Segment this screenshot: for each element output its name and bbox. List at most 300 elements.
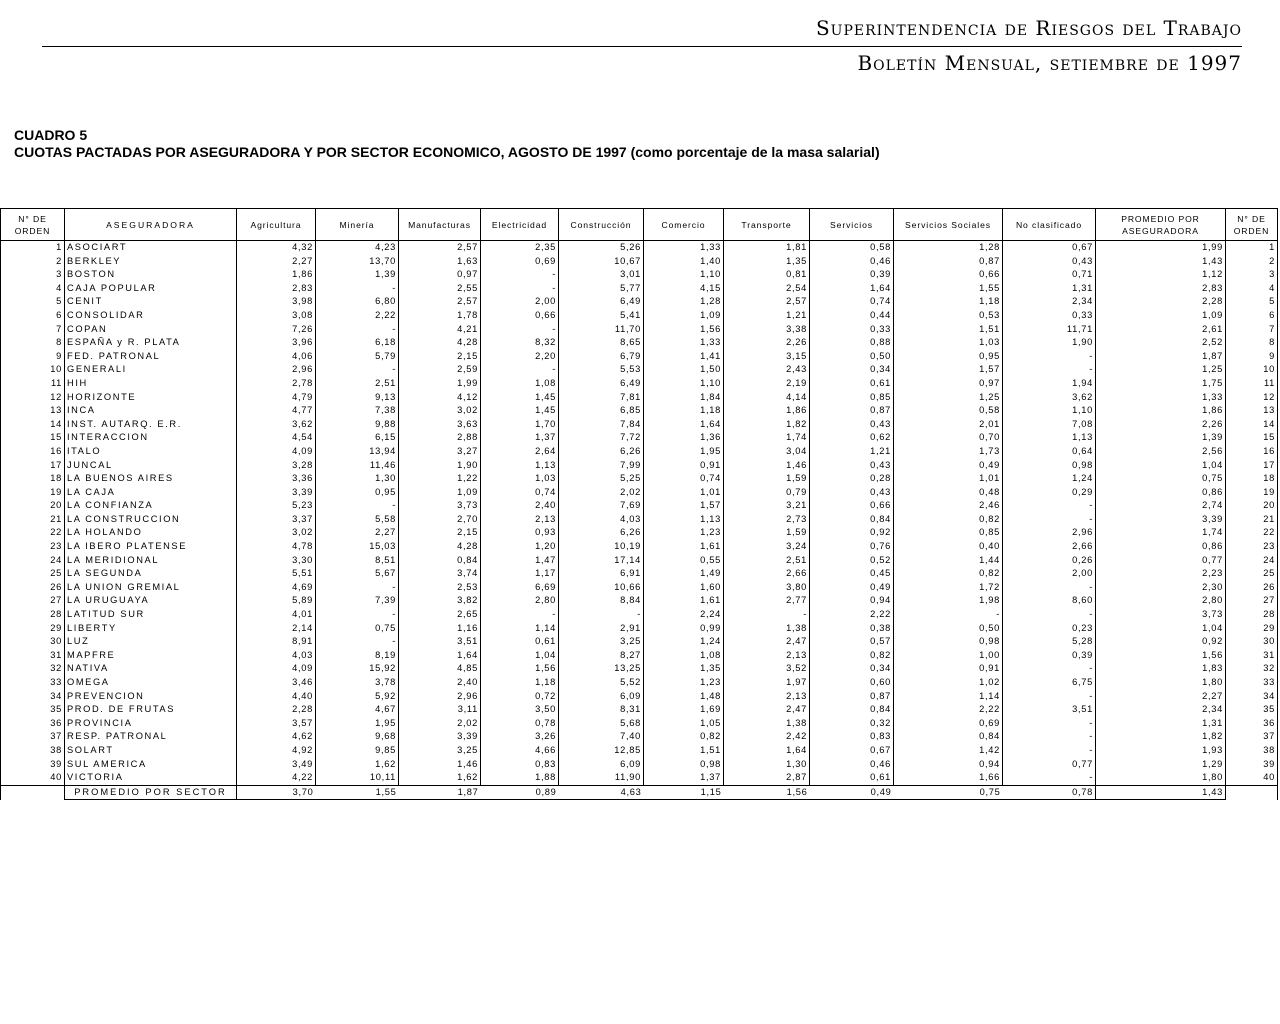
sector-quota: 13,70	[316, 255, 399, 269]
sector-quota: 3,36	[237, 472, 316, 486]
sector-quota: 2,66	[724, 567, 810, 581]
quotas-table	[0, 208, 1278, 800]
sector-quota: 1,46	[724, 459, 810, 473]
sector-quota: 0,77	[1003, 758, 1096, 772]
sector-quota: 10,11	[316, 771, 399, 785]
sector-quota: -	[481, 282, 559, 296]
sector-quota: 1,97	[724, 676, 810, 690]
order-number: 10	[1, 363, 65, 377]
sector-quota: 2,66	[1003, 540, 1096, 554]
sector-quota: 0,49	[894, 459, 1003, 473]
sector-quota: 0,46	[810, 255, 894, 269]
col-electricidad: Electricidad	[481, 209, 559, 241]
sector-quota: 2,00	[481, 295, 559, 309]
sector-quota: -	[1003, 513, 1096, 527]
insurer-average: 1,99	[1096, 241, 1226, 255]
sector-quota: 4,09	[237, 662, 316, 676]
sector-quota: -	[1003, 581, 1096, 595]
insurer-name: BERKLEY	[65, 255, 237, 269]
sector-quota: 0,53	[894, 309, 1003, 323]
sector-quota: 3,01	[559, 268, 644, 282]
sector-quota: 2,42	[724, 730, 810, 744]
order-number: 37	[1, 730, 65, 744]
sector-quota: 6,26	[559, 445, 644, 459]
sector-quota: 0,67	[1003, 241, 1096, 255]
sector-quota: 7,69	[559, 499, 644, 513]
sector-quota: 0,81	[724, 268, 810, 282]
sector-quota: 4,67	[316, 703, 399, 717]
sector-quota: 3,04	[724, 445, 810, 459]
sector-quota: 11,71	[1003, 323, 1096, 337]
sector-quota: 3,73	[399, 499, 481, 513]
table-row	[1, 404, 1278, 418]
sector-quota: 1,25	[894, 391, 1003, 405]
sector-quota: 1,39	[316, 268, 399, 282]
sector-quota: 3,57	[237, 717, 316, 731]
sector-quota: 0,69	[481, 255, 559, 269]
sector-quota: 1,28	[894, 241, 1003, 255]
sector-quota: 2,24	[644, 608, 724, 622]
insurer-name: OMEGA	[65, 676, 237, 690]
sector-quota: 3,96	[237, 336, 316, 350]
sector-quota: 1,57	[894, 363, 1003, 377]
sector-quota: 0,61	[481, 635, 559, 649]
sector-quota: 0,61	[810, 377, 894, 391]
sector-quota: 3,82	[399, 594, 481, 608]
sector-quota: 4,22	[237, 771, 316, 785]
sector-quota: 3,51	[1003, 703, 1096, 717]
sector-quota: 1,51	[644, 744, 724, 758]
insurer-average: 0,75	[1096, 472, 1226, 486]
sector-quota: 1,40	[644, 255, 724, 269]
sector-quota: 0,71	[1003, 268, 1096, 282]
insurer-name: LA BUENOS AIRES	[65, 472, 237, 486]
table-row	[1, 703, 1278, 717]
sector-quota: -	[1003, 690, 1096, 704]
footer-average: 1,43	[1096, 785, 1226, 800]
sector-quota: 7,39	[316, 594, 399, 608]
sector-quota: 0,85	[810, 391, 894, 405]
order-number-right: 12	[1226, 391, 1278, 405]
sector-quota: -	[316, 282, 399, 296]
order-number: 27	[1, 594, 65, 608]
sector-quota: 0,33	[810, 323, 894, 337]
sector-quota: 3,02	[237, 526, 316, 540]
sector-quota: 1,88	[481, 771, 559, 785]
sector-quota: 2,22	[810, 608, 894, 622]
table-row	[1, 513, 1278, 527]
sector-quota: 2,77	[724, 594, 810, 608]
sector-quota: 3,50	[481, 703, 559, 717]
sector-quota: 1,55	[894, 282, 1003, 296]
order-number-right: 40	[1226, 771, 1278, 785]
sector-quota: 2,80	[481, 594, 559, 608]
order-number: 20	[1, 499, 65, 513]
sector-quota: 2,43	[724, 363, 810, 377]
sector-quota: 0,85	[894, 526, 1003, 540]
sector-quota: 8,27	[559, 649, 644, 663]
sector-quota: 0,93	[481, 526, 559, 540]
order-number-right: 25	[1226, 567, 1278, 581]
col-orden-right: N° DE ORDEN	[1226, 209, 1278, 241]
insurer-average: 1,09	[1096, 309, 1226, 323]
col-servicios-sociales: Servicios Sociales	[894, 209, 1003, 241]
sector-quota: 5,79	[316, 350, 399, 364]
table-row	[1, 540, 1278, 554]
sector-quota: 0,84	[810, 703, 894, 717]
sector-quota: 1,94	[1003, 377, 1096, 391]
sector-quota: 1,90	[399, 459, 481, 473]
footer-value: 1,15	[644, 785, 724, 800]
table-row	[1, 771, 1278, 785]
insurer-name: VICTORIA	[65, 771, 237, 785]
order-number-right: 29	[1226, 622, 1278, 636]
sector-quota: 10,19	[559, 540, 644, 554]
sector-quota: 1,44	[894, 554, 1003, 568]
sector-quota: 5,68	[559, 717, 644, 731]
order-number-right: 23	[1226, 540, 1278, 554]
footer-spacer	[1, 785, 65, 800]
sector-quota: 10,67	[559, 255, 644, 269]
sector-quota: 0,70	[894, 431, 1003, 445]
sector-quota: 4,09	[237, 445, 316, 459]
sector-quota: 11,46	[316, 459, 399, 473]
sector-quota: 0,28	[810, 472, 894, 486]
sector-quota: 1,56	[481, 662, 559, 676]
sector-quota: 1,31	[1003, 282, 1096, 296]
sector-quota: 1,47	[481, 554, 559, 568]
sector-quota: 1,41	[644, 350, 724, 364]
sector-quota: 7,99	[559, 459, 644, 473]
order-number-right: 2	[1226, 255, 1278, 269]
order-number-right: 27	[1226, 594, 1278, 608]
table-row	[1, 336, 1278, 350]
order-number: 40	[1, 771, 65, 785]
sector-quota: 0,23	[1003, 622, 1096, 636]
sector-quota: 1,09	[399, 486, 481, 500]
sector-quota: 6,80	[316, 295, 399, 309]
table-row	[1, 581, 1278, 595]
sector-quota: 0,66	[481, 309, 559, 323]
sector-quota: 1,01	[894, 472, 1003, 486]
sector-quota: 1,61	[644, 594, 724, 608]
sector-quota: 1,35	[644, 662, 724, 676]
insurer-name: NATIVA	[65, 662, 237, 676]
sector-quota: 0,74	[644, 472, 724, 486]
sector-quota: 0,49	[810, 581, 894, 595]
sector-quota: 4,78	[237, 540, 316, 554]
sector-quota: 1,30	[724, 758, 810, 772]
table-row	[1, 241, 1278, 255]
sector-quota: 0,58	[894, 404, 1003, 418]
order-number-right: 19	[1226, 486, 1278, 500]
order-number-right: 4	[1226, 282, 1278, 296]
sector-quota: 0,74	[810, 295, 894, 309]
insurer-average: 1,04	[1096, 459, 1226, 473]
sector-quota: 2,34	[1003, 295, 1096, 309]
sector-quota: 1,64	[724, 744, 810, 758]
sector-quota: 1,09	[644, 309, 724, 323]
insurer-average: 1,83	[1096, 662, 1226, 676]
order-number: 14	[1, 418, 65, 432]
sector-quota: 6,91	[559, 567, 644, 581]
table-row	[1, 486, 1278, 500]
col-manufacturas: Manufacturas	[399, 209, 481, 241]
sector-quota: 8,31	[559, 703, 644, 717]
insurer-name: FED. PATRONAL	[65, 350, 237, 364]
sector-quota: 2,88	[399, 431, 481, 445]
col-comercio: Comercio	[644, 209, 724, 241]
sector-quota: 1,37	[481, 431, 559, 445]
sector-quota: 3,08	[237, 309, 316, 323]
col-transporte: Transporte	[724, 209, 810, 241]
sector-quota: 3,15	[724, 350, 810, 364]
sector-quota: -	[481, 268, 559, 282]
order-number: 18	[1, 472, 65, 486]
order-number-right: 32	[1226, 662, 1278, 676]
sector-quota: 0,88	[810, 336, 894, 350]
sector-quota: 0,60	[810, 676, 894, 690]
table-row	[1, 350, 1278, 364]
sector-quota: 8,65	[559, 336, 644, 350]
sector-quota: 1,38	[724, 717, 810, 731]
sector-quota: 15,92	[316, 662, 399, 676]
sector-quota: -	[316, 635, 399, 649]
sector-quota: 1,51	[894, 323, 1003, 337]
insurer-name: ESPAÑA y R. PLATA	[65, 336, 237, 350]
sector-quota: 2,02	[399, 717, 481, 731]
insurer-name: INTERACCION	[65, 431, 237, 445]
order-number-right: 9	[1226, 350, 1278, 364]
sector-quota: 0,91	[894, 662, 1003, 676]
sector-quota: 1,72	[894, 581, 1003, 595]
order-number: 38	[1, 744, 65, 758]
order-number: 26	[1, 581, 65, 595]
sector-quota: 1,13	[1003, 431, 1096, 445]
order-number: 39	[1, 758, 65, 772]
sector-quota: 6,09	[559, 758, 644, 772]
sector-quota: 2,20	[481, 350, 559, 364]
sector-quota: 0,98	[1003, 459, 1096, 473]
sector-quota: 0,74	[481, 486, 559, 500]
sector-quota: 1,33	[644, 336, 724, 350]
sector-quota: 2,47	[724, 635, 810, 649]
insurer-average: 2,80	[1096, 594, 1226, 608]
sector-quota: 5,41	[559, 309, 644, 323]
sector-quota: 0,58	[810, 241, 894, 255]
sector-quota: 0,34	[810, 363, 894, 377]
sector-quota: 3,26	[481, 730, 559, 744]
sector-quota: 1,36	[644, 431, 724, 445]
insurer-average: 1,82	[1096, 730, 1226, 744]
sector-quota: 5,28	[1003, 635, 1096, 649]
order-number-right: 17	[1226, 459, 1278, 473]
order-number: 11	[1, 377, 65, 391]
sector-quota: 1,10	[644, 377, 724, 391]
insurer-name: COPAN	[65, 323, 237, 337]
sector-quota: 2,19	[724, 377, 810, 391]
table-row	[1, 268, 1278, 282]
table-row	[1, 758, 1278, 772]
order-number: 13	[1, 404, 65, 418]
sector-quota: 0,52	[810, 554, 894, 568]
sector-quota: 8,91	[237, 635, 316, 649]
header-divider	[42, 46, 1242, 47]
sector-quota: 2,87	[724, 771, 810, 785]
sector-quota: 2,15	[399, 526, 481, 540]
insurer-name: LA HOLANDO	[65, 526, 237, 540]
sector-quota: 0,46	[810, 758, 894, 772]
insurer-name: GENERALI	[65, 363, 237, 377]
sector-quota: 0,33	[1003, 309, 1096, 323]
insurer-name: LA CAJA	[65, 486, 237, 500]
sector-quota: 7,72	[559, 431, 644, 445]
order-number-right: 39	[1226, 758, 1278, 772]
sector-quota: 1,99	[399, 377, 481, 391]
order-number: 31	[1, 649, 65, 663]
sector-quota: 1,00	[894, 649, 1003, 663]
sector-quota: 0,75	[316, 622, 399, 636]
insurer-name: LA URUGUAYA	[65, 594, 237, 608]
sector-quota: 2,26	[724, 336, 810, 350]
sector-quota: 2,57	[399, 295, 481, 309]
col-aseguradora: ASEGURADORA	[65, 209, 237, 241]
insurer-average: 1,29	[1096, 758, 1226, 772]
organization-header: Superintendencia de Riesgos del Trabajo	[815, 16, 1242, 40]
sector-quota: 1,33	[644, 241, 724, 255]
sector-quota: -	[316, 581, 399, 595]
footer-value: 0,78	[1003, 785, 1096, 800]
sector-quota: 0,43	[810, 486, 894, 500]
sector-quota: 7,08	[1003, 418, 1096, 432]
sector-quota: 11,90	[559, 771, 644, 785]
footer-value: 1,55	[316, 785, 399, 800]
insurer-name: LATITUD SUR	[65, 608, 237, 622]
insurer-average: 1,39	[1096, 431, 1226, 445]
sector-quota: 8,32	[481, 336, 559, 350]
sector-quota: 1,03	[481, 472, 559, 486]
sector-quota: 1,82	[724, 418, 810, 432]
sector-quota: 4,03	[559, 513, 644, 527]
insurer-average: 2,52	[1096, 336, 1226, 350]
sector-quota: 0,87	[810, 404, 894, 418]
sector-quota: 0,50	[810, 350, 894, 364]
order-number: 7	[1, 323, 65, 337]
order-number: 5	[1, 295, 65, 309]
insurer-average: 2,56	[1096, 445, 1226, 459]
sector-quota: 6,09	[559, 690, 644, 704]
sector-quota: 0,61	[810, 771, 894, 785]
sector-quota: 1,03	[894, 336, 1003, 350]
order-number: 16	[1, 445, 65, 459]
footer-spacer	[1226, 785, 1278, 800]
sector-quota: 1,04	[481, 649, 559, 663]
sector-quota: 0,26	[1003, 554, 1096, 568]
order-number-right: 7	[1226, 323, 1278, 337]
sector-quota: 4,40	[237, 690, 316, 704]
insurer-average: 1,86	[1096, 404, 1226, 418]
table-header-row	[1, 209, 1278, 241]
col-no-clasificado: No clasificado	[1003, 209, 1096, 241]
sector-quota: 2,78	[237, 377, 316, 391]
insurer-average: 1,04	[1096, 622, 1226, 636]
sector-quota: 4,92	[237, 744, 316, 758]
sector-quota: 2,47	[724, 703, 810, 717]
sector-quota: 1,38	[724, 622, 810, 636]
sector-quota: 0,34	[810, 662, 894, 676]
sector-quota: -	[1003, 350, 1096, 364]
sector-quota: 1,05	[644, 717, 724, 731]
order-number: 33	[1, 676, 65, 690]
table-number: CUADRO 5	[14, 127, 88, 143]
table-row	[1, 255, 1278, 269]
table-description: CUOTAS PACTADAS POR ASEGURADORA Y POR SECTOR ECONOMICO, AGOSTO DE 1997 (como porcentaje de la masa salarial)	[14, 144, 880, 160]
insurer-average: 1,12	[1096, 268, 1226, 282]
sector-quota: 3,30	[237, 554, 316, 568]
insurer-name: CAJA POPULAR	[65, 282, 237, 296]
sector-quota: 3,38	[724, 323, 810, 337]
sector-quota: 2,64	[481, 445, 559, 459]
sector-quota: -	[481, 323, 559, 337]
insurer-name: BOSTON	[65, 268, 237, 282]
sector-quota: 0,66	[894, 268, 1003, 282]
sector-quota: 2,54	[724, 282, 810, 296]
insurer-average: 3,73	[1096, 608, 1226, 622]
sector-quota: 11,70	[559, 323, 644, 337]
sector-quota: 4,12	[399, 391, 481, 405]
insurer-average: 2,27	[1096, 690, 1226, 704]
insurer-average: 1,31	[1096, 717, 1226, 731]
sector-quota: 7,84	[559, 418, 644, 432]
sector-quota: 1,78	[399, 309, 481, 323]
insurer-name: LA CONSTRUCCION	[65, 513, 237, 527]
sector-quota: 1,20	[481, 540, 559, 554]
sector-quota: 4,62	[237, 730, 316, 744]
sector-quota: 9,85	[316, 744, 399, 758]
sector-quota: 4,32	[237, 241, 316, 255]
order-number-right: 33	[1226, 676, 1278, 690]
table-row	[1, 377, 1278, 391]
sector-quota: 17,14	[559, 554, 644, 568]
sector-quota: 6,49	[559, 295, 644, 309]
sector-quota: 0,57	[810, 635, 894, 649]
sector-quota: 2,83	[237, 282, 316, 296]
sector-quota: 3,02	[399, 404, 481, 418]
table-row	[1, 391, 1278, 405]
sector-quota: 15,03	[316, 540, 399, 554]
sector-quota: 0,40	[894, 540, 1003, 554]
sector-quota: 4,06	[237, 350, 316, 364]
sector-quota: 1,90	[1003, 336, 1096, 350]
table-row	[1, 282, 1278, 296]
order-number-right: 13	[1226, 404, 1278, 418]
sector-quota: 4,01	[237, 608, 316, 622]
footer-value: 1,56	[724, 785, 810, 800]
sector-quota: 13,25	[559, 662, 644, 676]
sector-quota: 2,65	[399, 608, 481, 622]
order-number: 32	[1, 662, 65, 676]
sector-quota: 3,98	[237, 295, 316, 309]
insurer-average: 2,30	[1096, 581, 1226, 595]
sector-quota: 2,46	[894, 499, 1003, 513]
order-number-right: 11	[1226, 377, 1278, 391]
sector-quota: 3,62	[237, 418, 316, 432]
sector-quota: 4,23	[316, 241, 399, 255]
table-row	[1, 499, 1278, 513]
sector-quota: 10,66	[559, 581, 644, 595]
table-row	[1, 608, 1278, 622]
sector-quota: 0,45	[810, 567, 894, 581]
